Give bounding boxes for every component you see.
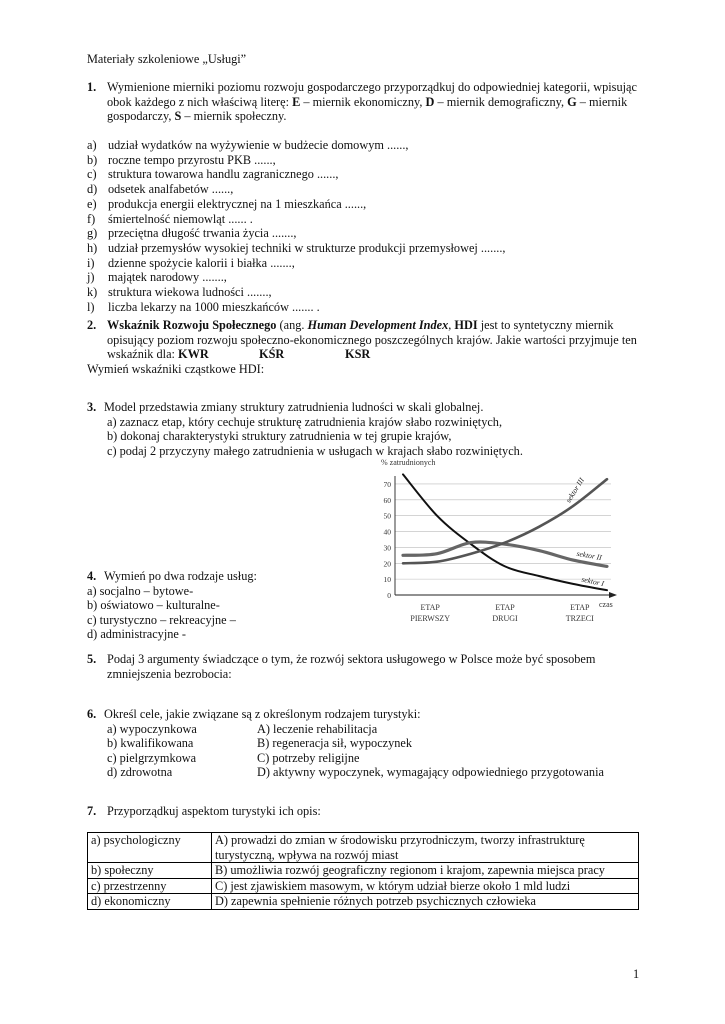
item-letter: e) — [87, 196, 97, 211]
description-line: D) zapewnia spełnienie różnych potrzeb psychicznych człowieka — [215, 894, 536, 909]
item-letter: g) — [87, 226, 98, 241]
y-tick-label: 20 — [383, 559, 391, 569]
item-text: produkcja energii elektrycznej na 1 mieszkańca ......, — [108, 196, 367, 211]
y-axis-label: % zatrudnionych — [381, 458, 436, 467]
question-1-line-1: Wymienione mierniki poziomu rozwoju gospodarczego przyporządkuj do odpowiedniej kategorii, wpisując — [107, 80, 637, 94]
question-1-number: 1. — [87, 80, 97, 94]
table-row — [88, 863, 639, 879]
question-1-item — [87, 285, 272, 300]
item-letter: b) — [87, 152, 98, 167]
question-1-item — [87, 167, 338, 182]
x-stage-label: DRUGI — [492, 614, 518, 623]
series-label: sektor II — [576, 548, 603, 563]
employment-structure-chart — [355, 456, 625, 631]
question-5-line-1: Podaj 3 argumenty świadczące o tym, że rozwój sektora usługowego w Polsce może być sposobem — [107, 652, 596, 666]
question-7-number: 7. — [87, 804, 97, 818]
question-1-item — [87, 212, 253, 227]
item-letter: j) — [87, 270, 95, 285]
ksr-label: KSR — [345, 347, 371, 361]
y-tick-label: 70 — [383, 479, 391, 489]
tourism-goal: B) regeneracja sił, wypoczynek — [257, 736, 413, 750]
question-1-item — [87, 300, 320, 315]
description-line: B) umożliwia rozwój geograficzny regionom i krajom, zapewnia miejsca pracy — [215, 863, 605, 878]
x-stage-label: TRZECI — [565, 614, 594, 623]
item-text: majątek narodowy ......., — [108, 270, 227, 285]
question-5-number: 5. — [87, 652, 97, 666]
question-2-number: 2. — [87, 318, 97, 332]
tourism-type: d) zdrowotna — [107, 765, 173, 779]
item-text: śmiertelność niemowląt ...... . — [108, 211, 253, 226]
question-7-title: Przyporządkuj aspektom turystyki ich opis: — [107, 804, 321, 818]
question-2-line-2: opisujący poziom rozwoju społeczno-ekonomicznego poszczególnych krajów. Jakie wartości przyjmuje ten — [107, 332, 637, 347]
question-5-line-2: zmniejszenia bezrobocia: — [107, 666, 232, 681]
item-letter: d) — [87, 182, 98, 197]
aspect-cell: a) psychologiczny — [88, 833, 212, 863]
question-3-title: Model przedstawia zmiany struktury zatrudnienia ludności w skali globalnej. — [104, 400, 484, 414]
description-cell — [212, 894, 639, 910]
question-1-item — [87, 241, 506, 256]
question-1-item — [87, 153, 276, 168]
question-1-item — [87, 197, 366, 212]
question-3-number: 3. — [87, 400, 97, 414]
x-axis-stage-labels — [410, 603, 594, 623]
y-tick-label: 40 — [383, 527, 391, 537]
question-1-item — [87, 138, 409, 153]
x-stage-label: ETAP — [570, 603, 590, 612]
question-2-line-1: Wskaźnik Rozwoju Społecznego (ang. Human Development Index, HDI jest to syntetyczny miernik — [107, 318, 614, 332]
y-tick-label: 30 — [383, 543, 391, 553]
item-text: udział przemysłów wysokiej techniki w strukturze produkcji przemysłowej ......., — [108, 240, 506, 255]
question-1-line-2: obok każdego z nich właściwą literę: E – miernik ekonomiczny, D – miernik demograficzny, G – miernik — [107, 94, 628, 109]
tourism-goal: C) potrzeby religijne — [257, 750, 360, 765]
chart-series-labels — [564, 476, 606, 589]
y-tick-label: 0 — [387, 591, 391, 600]
question-3-a: a) zaznacz etap, który cechuje strukturę zatrudnienia krajów słabo rozwiniętych, — [107, 414, 503, 429]
ksr-diacritic-label: KŚR — [259, 347, 285, 361]
question-2-line-4: Wymień wskaźniki cząstkowe HDI: — [87, 361, 265, 376]
description-line: C) jest zjawiskiem masowym, w którym udział bierze około 1 mld ludzi — [215, 878, 571, 893]
item-text: przeciętna długość trwania życia ......., — [108, 226, 297, 241]
question-1-item — [87, 270, 227, 285]
tourism-type: b) kwalifikowana — [107, 736, 194, 750]
item-letter: k) — [87, 285, 98, 299]
question-6-title: Określ cele, jakie związane są z określonym rodzajem turystyki: — [104, 707, 421, 721]
item-text: odsetek analfabetów ......, — [108, 182, 234, 197]
y-tick-label: 10 — [383, 575, 391, 585]
question-1-item — [87, 182, 233, 197]
question-4-item: d) administracyjne - — [87, 627, 187, 641]
table-row — [88, 894, 639, 910]
x-stage-label: PIERWSZY — [410, 614, 450, 623]
description-line: turystyczną, wpływa na rozwój miast — [215, 847, 399, 862]
x-axis-arrow — [609, 592, 617, 598]
y-tick-label: 60 — [383, 495, 391, 505]
question-2-line-3: wskaźnik dla: KWR — [107, 347, 209, 361]
description-cell — [212, 863, 639, 879]
y-axis-ticks — [384, 480, 392, 600]
series-label: sektor III — [563, 476, 586, 505]
y-tick-label: 50 — [383, 511, 391, 521]
aspect-cell: d) ekonomiczny — [88, 894, 212, 910]
description-cell — [212, 833, 639, 863]
question-6-number: 6. — [87, 707, 97, 721]
item-letter: f) — [87, 211, 96, 226]
page-number: 1 — [633, 967, 640, 981]
tourism-type: c) pielgrzymkowa — [107, 750, 197, 765]
item-letter: c) — [87, 167, 97, 182]
item-text: dzienne spożycie kalorii i białka ......., — [108, 255, 295, 270]
tourism-aspects-table — [87, 832, 639, 910]
question-3-b: b) dokonaj charakterystyki struktury zatrudnienia w tej grupie krajów, — [107, 429, 452, 443]
item-letter: h) — [87, 240, 98, 255]
question-3-c: c) podaj 2 przyczyny małego zatrudnienia w usługach w krajach słabo rozwiniętych. — [107, 443, 523, 458]
question-1-item — [87, 226, 296, 241]
series-label: sektor I — [580, 574, 605, 589]
table-row — [88, 878, 639, 894]
x-stage-label: ETAP — [420, 603, 440, 612]
question-4-title: Wymień po dwa rodzaje usług: — [104, 569, 257, 583]
question-4-item: c) turystyczno – rekreacyjne – — [87, 612, 236, 627]
question-1-item — [87, 256, 295, 271]
table-row — [88, 833, 639, 863]
tourism-type: a) wypoczynkowa — [107, 721, 197, 736]
question-4-item: a) socjalno – bytowe- — [87, 583, 194, 598]
question-4-item: b) oświatowo – kulturalne- — [87, 598, 220, 612]
item-text: liczba lekarzy na 1000 mieszkańców ....... . — [108, 299, 320, 314]
description-line: A) prowadzi do zmian w środowisku przyrodniczym, tworzy infrastrukturę — [215, 833, 585, 847]
description-cell — [212, 878, 639, 894]
aspect-cell: c) przestrzenny — [88, 878, 212, 894]
item-letter: i) — [87, 255, 95, 270]
aspect-cell: b) społeczny — [88, 863, 212, 879]
x-stage-label: ETAP — [495, 603, 515, 612]
item-text: struktura wiekowa ludności ......., — [108, 285, 272, 299]
question-1-line-3: gospodarczy, S – miernik społeczny. — [107, 109, 287, 123]
tourism-goal: A) leczenie rehabilitacja — [257, 721, 378, 736]
item-text: udział wydatków na wyżywienie w budżecie domowym ......, — [108, 138, 409, 152]
item-letter: a) — [87, 138, 97, 152]
tourism-goal: D) aktywny wypoczynek, wymagający odpowiedniego przygotowania — [257, 765, 604, 779]
item-text: roczne tempo przyrostu PKB ......, — [108, 152, 276, 167]
item-letter: l) — [87, 299, 95, 314]
question-4-number: 4. — [87, 569, 97, 583]
document-header: Materiały szkoleniowe „Usługi” — [87, 52, 247, 66]
x-axis-label: czas — [599, 600, 613, 609]
item-text: struktura towarowa handlu zagranicznego ......, — [108, 167, 339, 182]
